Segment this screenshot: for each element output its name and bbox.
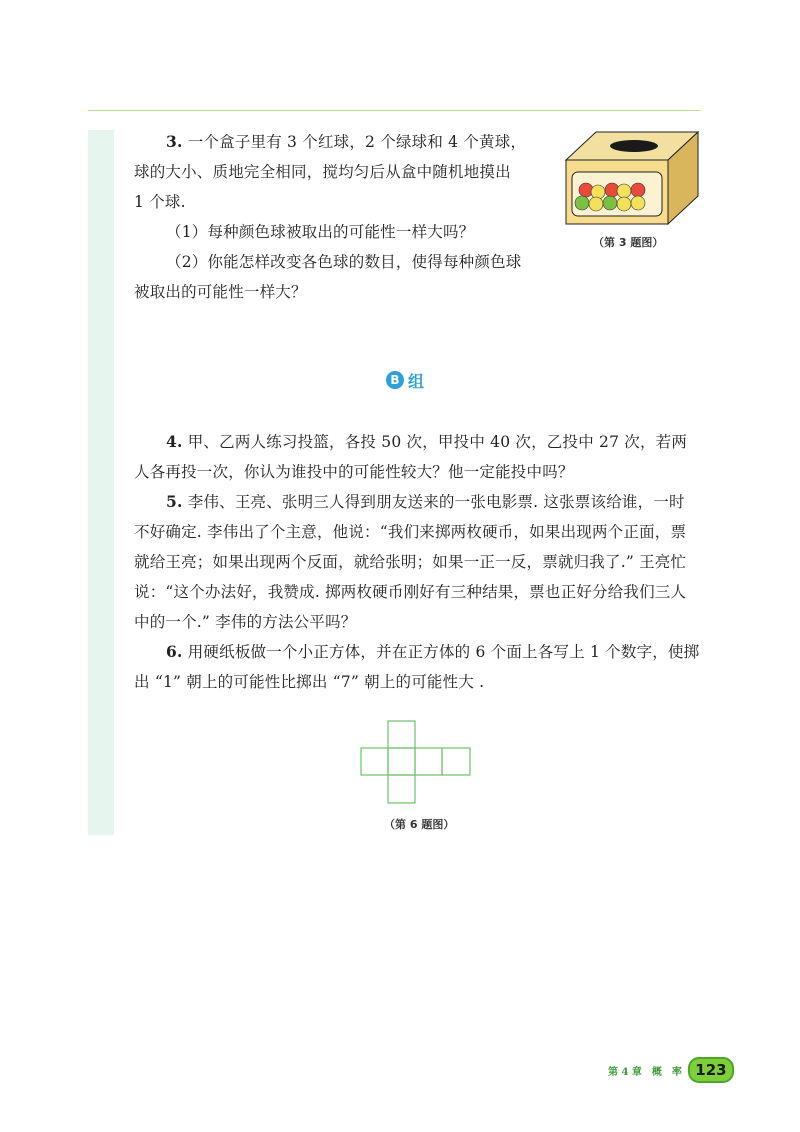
problem-4 (134, 427, 700, 487)
problem-3 (134, 127, 544, 307)
problem-4-number: 4. (166, 432, 183, 451)
cube-net-figure (360, 720, 472, 804)
problem-6-number: 6. (166, 642, 183, 661)
figure-3-caption: （第 3 题图） (593, 236, 664, 249)
problem-4-text: 甲、乙两人练习投篮，各投 50 次，甲投中 40 次，乙投中 27 次，若两人各再投一次，你认为谁投中的可能性较大？他一定能投中吗？ (134, 433, 688, 481)
header-rule (88, 110, 700, 111)
problem-3-line-2: 球的大小、质地完全相同，搅均匀后从盒中随机地摸出 (134, 163, 511, 181)
problem-3-number: 3. (166, 132, 183, 151)
group-b-problems (134, 427, 700, 697)
problem-3-line-3: 1 个球. (134, 193, 186, 211)
problem-6 (134, 637, 700, 697)
ball-box-illustration (560, 128, 700, 228)
page-footer (608, 1058, 734, 1082)
problem-5-text: 李伟、王亮、张明三人得到朋友送来的一张电影票. 这张票该给谁，一时不好确定. 李伟出了个主意，他说：“我们来掷两枚硬币，如果出现两个正面，票就给王亮；如果出现两个反面，就给张明；如果一正一反，票就归我了.” 王亮忙说：“这个办法好，我赞成. 掷两枚硬币刚好有三种结果，票也正好分给我们三人中的一个.” 李伟的方法公平吗？ (134, 493, 687, 631)
figure-6-caption: （第 6 题图） (384, 818, 455, 831)
problem-5 (134, 487, 700, 637)
group-b-label: 组 (408, 371, 425, 391)
problem-3-question-2-cont: 被取出的可能性一样大？ (134, 283, 307, 301)
problem-5-number: 5. (166, 492, 183, 511)
group-b-title (386, 370, 424, 390)
problem-3-line-1: 一个盒子里有 3 个红球，2 个绿球和 4 个黄球， (187, 133, 527, 151)
exercise-side-band (88, 130, 114, 835)
problem-3-question-1: （1）每种颜色球被取出的可能性一样大吗？ (166, 223, 475, 241)
page-number: 123 (688, 1057, 734, 1083)
group-b-badge: B (386, 371, 404, 389)
problem-6-text: 用硬纸板做一个小正方体，并在正方体的 6 个面上各写上 1 个数字，使掷出 “1” 朝上的可能性比掷出 “7” 朝上的可能性大 . (134, 643, 700, 691)
chapter-label: 第 4 章 概 率 (608, 1066, 682, 1078)
problem-3-question-2: （2）你能怎样改变各色球的数目，使得每种颜色球 (166, 253, 522, 271)
